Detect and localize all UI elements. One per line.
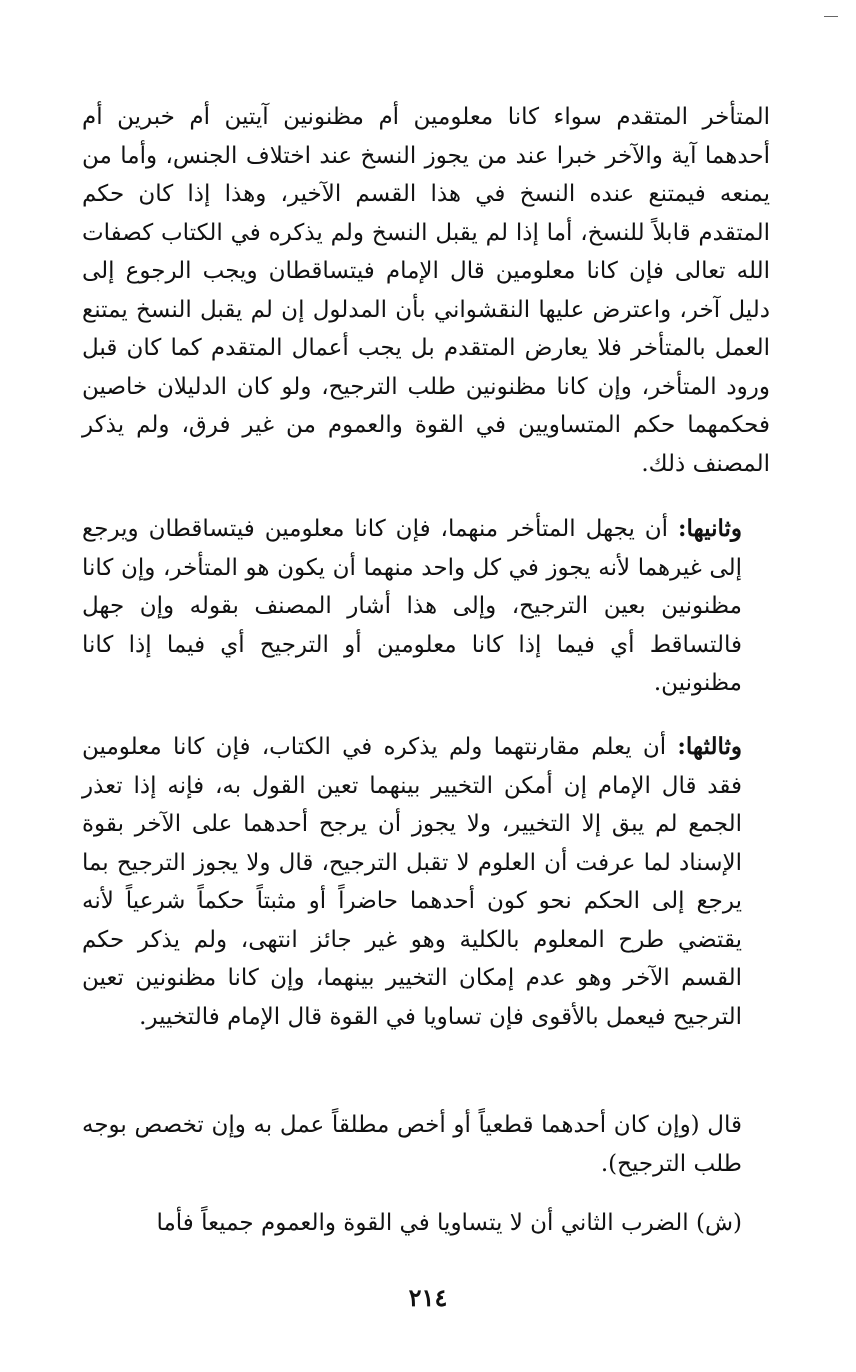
paragraph-1	[82, 98, 770, 483]
paragraph-3-text: أن يعلم مقارنتهما ولم يذكره في الكتاب، فإن كانا معلومين فقد قال الإمام إن أمكن التخيير بينهما تعين القول به، فإنه إذا تعذر الجمع لم يبق إلا التخيير، ولا يجوز أن يرجح أحدهما على الآخر بقوة الإسناد لما عرفت أن العلوم لا تقبل الترجيح، قال ولا يجوز الترجيح بما يرجع إلى الحكم نحو كون أحدهما حاضراً أو مثبتاً حكماً شرعياً لأنه يقتضي طرح المعلوم بالكلية وهو غير جائز انتهى، ولم يذكر حكم القسم الآخر وهو عدم إمكان التخيير بينهما، وإن كانا مظنونين تعين الترجيح فيعمل بالأقوى فإن تساويا في القوة قال الإمام فالتخيير.	[82, 734, 742, 1030]
paragraph-5	[82, 1204, 770, 1243]
paragraph-1-text: المتأخر المتقدم سواء كانا معلومين أم مظنونين آيتين أم خبرين أم أحدهما آية والآخر خبرا عند من يجوز النسخ عند اختلاف الجنس، وأما من يمنعه فيمتنع عنده النسخ في هذا القسم الآخير، وهذا إذا كان حكم المتقدم قابلاً للنسخ، أما إذا لم يقبل النسخ ولم يذكره في الكتاب كصفات الله تعالى فإن كانا معلومين قال الإمام فيتساقطان ويجب الرجوع إلى دليل آخر، واعترض عليها النقشواني بأن المدلول إن لم يقبل النسخ يمتنع العمل بالمتأخر فلا يعارض المتقدم بل يجب أعمال المتقدم كما كان قبل ورود المتأخر، وإن كانا مظنونين طلب الترجيح، ولو كان الدليلان خاصين فحكمهما حكم المتساويين في القوة والعموم من غير فرق، ولم يذكر المصنف ذلك.	[82, 104, 770, 477]
paragraph-4	[82, 1106, 770, 1183]
paragraph-2-text: أن يجهل المتأخر منهما، فإن كانا معلومين فيتساقطان ويرجع إلى غيرهما لأنه يجوز في كل واحد منهما أن يكون هو المتأخر، وإن كانا مظنونين بعين الترجيح، وإلى هذا أشار المصنف بقوله وإن جهل فالتساقط أي فيما إذا كانا معلومين أو الترجيح أي فيما إذا كانا مظنونين.	[82, 516, 742, 696]
paragraph-3-lead: وثالثها:	[677, 733, 742, 760]
paragraph-2-lead: وثانيها:	[678, 515, 743, 542]
paragraph-3-body	[82, 728, 770, 1036]
paragraph-2-body	[82, 510, 770, 703]
page-number: ٢١٤	[408, 1283, 448, 1312]
paragraph-5-text: (ش) الضرب الثاني أن لا يتساويا في القوة والعموم جميعاً فأما	[156, 1210, 742, 1236]
paragraph-2	[82, 510, 770, 703]
paragraph-3	[82, 728, 770, 1036]
corner-mark	[824, 16, 838, 17]
paragraph-4-text: قال (وإن كان أحدهما قطعياً أو أخص مطلقاً عمل به وإن تخصص بوجه طلب الترجيح).	[82, 1112, 742, 1177]
